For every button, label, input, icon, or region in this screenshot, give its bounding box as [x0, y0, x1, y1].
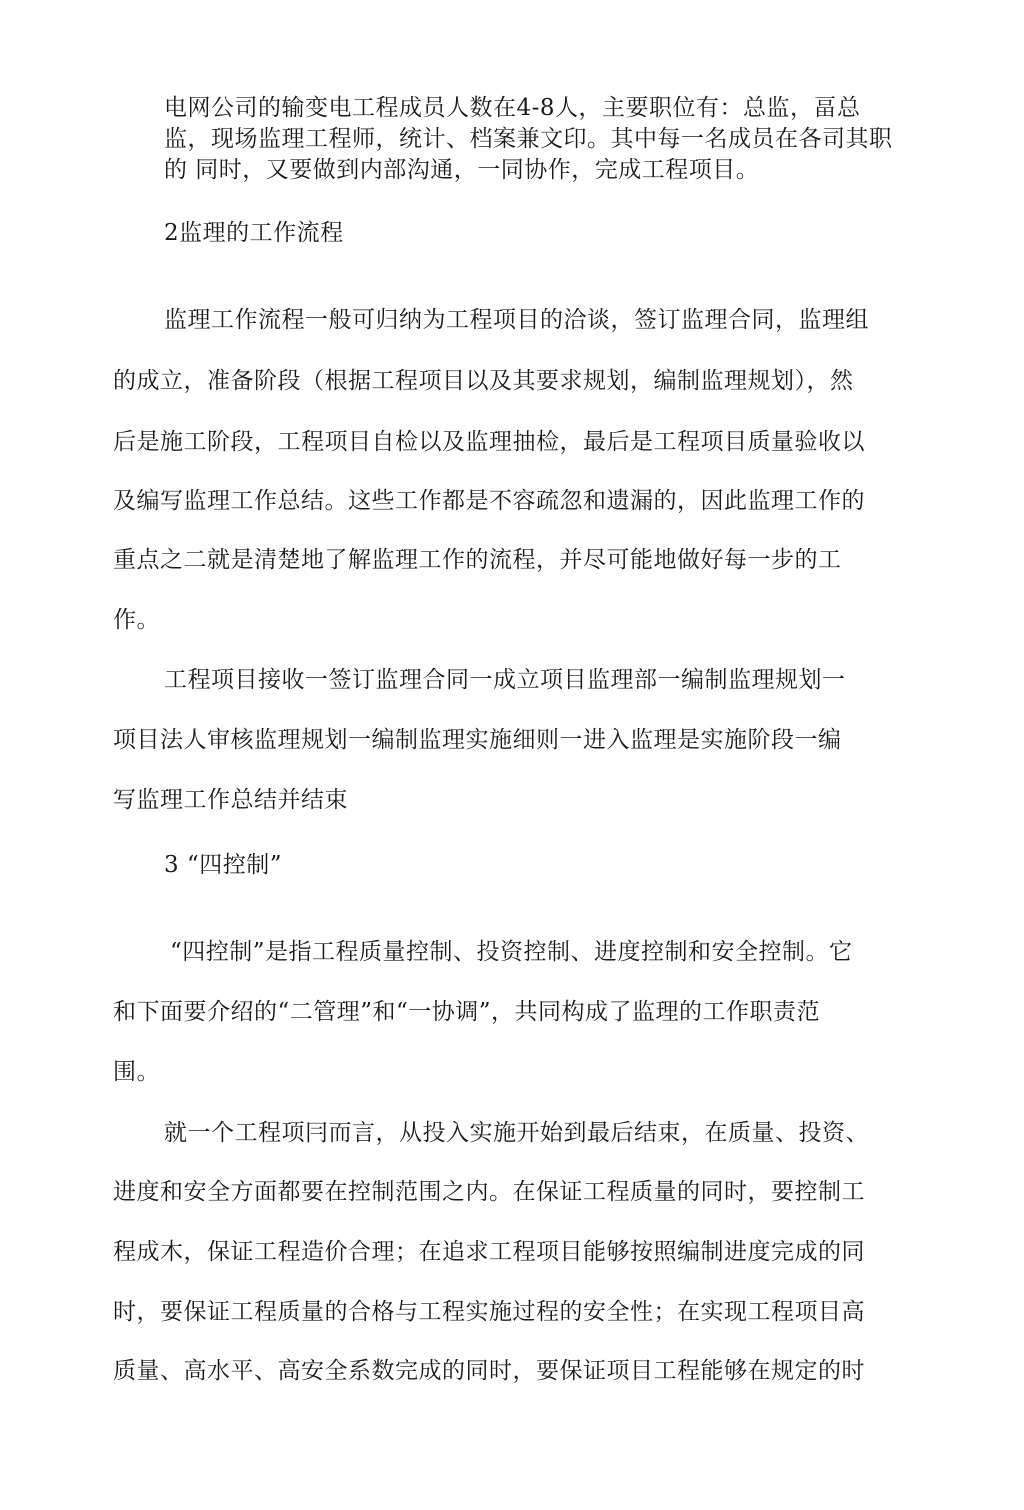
paragraph-line: 监理工作流程一般可归纳为工程项目的洽谈，签订监理合同，监理组 [164, 307, 869, 333]
paragraph-line: 进度和安全方面都要在控制范围之内。在保证工程质量的同时，要控制工 [113, 1179, 865, 1205]
paragraph-line: 电网公司的输变电工程成员人数在4-8人，主要职位有：总监，畐总 [164, 95, 861, 121]
paragraph-line: 写监理工作总结并结束 [113, 787, 348, 813]
paragraph-line: 程成木，保证工程造价合理；在追求工程项目能够按照编制进度完成的同 [113, 1239, 865, 1265]
paragraph-line: 项目法人审核监理规划一编制监理实施细则一进入监理是实施阶段一编 [113, 727, 842, 753]
paragraph-line: 时，要保证工程质量的合格与工程实施过程的安全性；在实现工程项目高 [113, 1299, 865, 1325]
paragraph-line: 后是施工阶段，工程项目自检以及监理抽检，最后是工程项目质量验收以 [113, 429, 865, 455]
paragraph-line: 围。 [113, 1059, 160, 1085]
section-heading: 2监理的工作流程 [164, 220, 344, 246]
paragraph-line: 工程项目接收一签订监理合同一成立项目监理部一编制监理规划一 [164, 667, 846, 693]
paragraph-line: 的成立，准备阶段（根据工程项目以及其要求规划，编制监理规划），然 [113, 368, 854, 394]
paragraph-line: 质量、高水平、高安全系数完成的同时，要保证项目工程能够在规定的时 [113, 1358, 865, 1384]
section-heading: 3 “四控制” [164, 852, 282, 878]
paragraph-line: “四控制”是指工程质量控制、投资控制、进度控制和安全控制。它 [170, 939, 853, 965]
paragraph-line: 重点之二就是清楚地了解监理工作的流程，并尽可能地做好每一步的工 [113, 547, 842, 573]
paragraph-line: 就一个工程项冃而言，从投入实施开始到最后结束，在质量、投资、 [164, 1120, 869, 1146]
paragraph-line: 的 同时，又要做到内部沟通，一同协作，完成工程项目。 [164, 157, 760, 183]
paragraph-line: 和下面要介绍的“二管理”和“一协调”，共同构成了监理的工作职责范 [113, 999, 821, 1025]
paragraph-line: 作。 [113, 607, 160, 633]
paragraph-line: 及编写监理工作总结。这些工作都是不容疏忽和遗漏的，因此监理工作的 [113, 488, 865, 514]
paragraph-line: 监，现场监理工程师，统计、档案兼文印。其中每一名成员在各司其职 [164, 126, 893, 152]
